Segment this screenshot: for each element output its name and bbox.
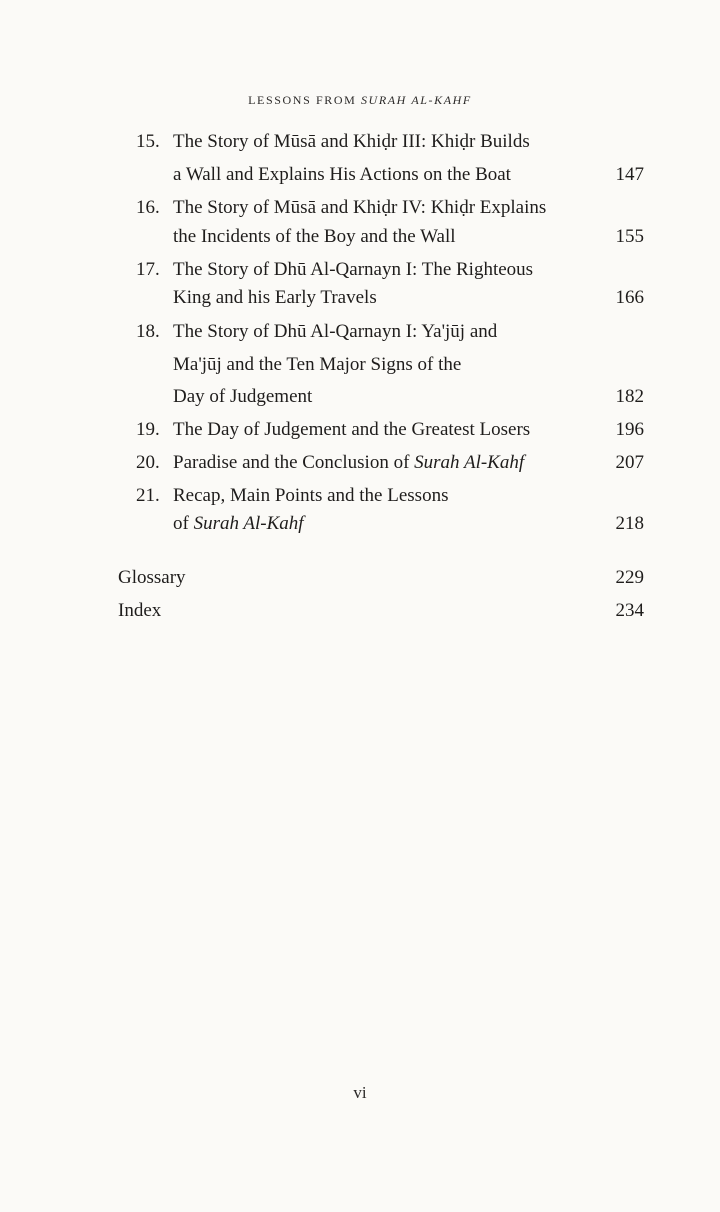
- toc-entry-title-line: [173, 451, 524, 475]
- toc-entry-title-line: a Wall and Explains His Actions on the Boat: [173, 164, 511, 185]
- toc-entry-number: 16.: [136, 197, 160, 218]
- toc-entry-page: 155: [615, 226, 644, 247]
- toc-entry-page: 207: [615, 452, 644, 473]
- running-header-title: SURAH AL-KAHF: [360, 93, 472, 107]
- toc-entry-title-line: [173, 512, 304, 536]
- toc-entry-title-plain: Paradise and the Conclusion of: [173, 452, 415, 473]
- toc-entry-page: 218: [615, 513, 644, 534]
- toc-entry-page: 166: [615, 287, 644, 308]
- toc-entry-page: 182: [615, 386, 644, 407]
- running-header: [0, 93, 720, 108]
- toc-entry-title-line: Recap, Main Points and the Lessons: [173, 485, 449, 506]
- toc-entry-title-line: The Story of Mūsā and Khiḍr III: Khiḍr Builds: [173, 131, 530, 152]
- toc-entry-label: Glossary: [118, 567, 186, 588]
- toc-entry-title-plain: of: [173, 513, 194, 534]
- toc-entry-number: 15.: [136, 131, 160, 152]
- toc-entry-page: 229: [615, 567, 644, 588]
- toc-entry-page: 234: [615, 600, 644, 621]
- toc-entry-title-line: Day of Judgement: [173, 386, 313, 407]
- toc-entry-title-line: the Incidents of the Boy and the Wall: [173, 226, 456, 247]
- toc-entry-number: 21.: [136, 485, 160, 506]
- toc-entry-title-line: The Story of Mūsā and Khiḍr IV: Khiḍr Explains: [173, 197, 547, 218]
- toc-entry-title-line: The Day of Judgement and the Greatest Losers: [173, 419, 531, 440]
- toc-entry-number: 20.: [136, 452, 160, 473]
- toc-entry-page: 147: [615, 164, 644, 185]
- page-folio: vi: [353, 1083, 367, 1102]
- toc-entry-number: 18.: [136, 321, 160, 342]
- toc-entry-title-line: Ma'jūj and the Ten Major Signs of the: [173, 354, 462, 375]
- toc-entry-title-line: The Story of Dhū Al-Qarnayn I: The Righteous: [173, 259, 534, 280]
- toc-entry-number: 19.: [136, 419, 160, 440]
- running-header-prefix: LESSONS FROM: [248, 93, 361, 107]
- toc-entry-title-line: King and his Early Travels: [173, 287, 377, 308]
- toc-entry-label: Index: [118, 600, 162, 621]
- toc-entry-title-italic: Surah Al-Kahf: [193, 513, 304, 534]
- toc-entry-title-line: The Story of Dhū Al-Qarnayn I: Ya'jūj and: [173, 321, 498, 342]
- toc-entry-number: 17.: [136, 259, 160, 280]
- toc-entry-title-italic: Surah Al-Kahf: [414, 452, 525, 473]
- toc-entry-page: 196: [615, 419, 644, 440]
